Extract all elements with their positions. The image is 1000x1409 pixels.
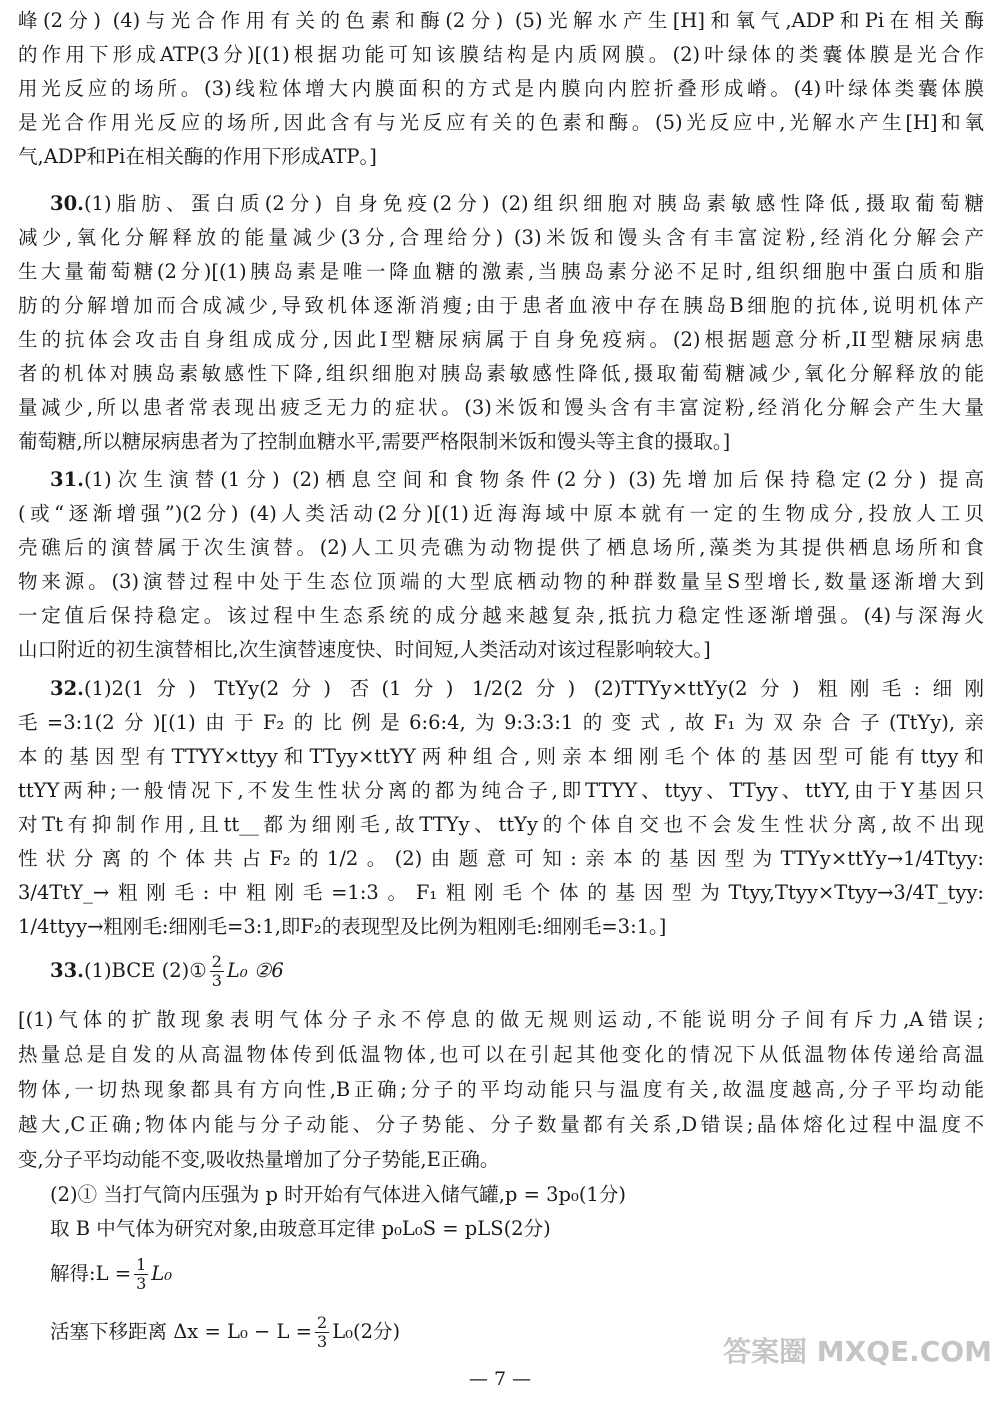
question-32-first-line: 32.(1)2(1分) TtYy(2分) 否(1分) 1/2(2分) (2)TTYy×ttYy(2分) 粗刚毛:细刚 <box>50 677 984 700</box>
text-line: (或“逐渐增强”)(2分) (4)人类活动(2分)[(1)近海海域中原本就有一定的生物成分,投放人工贝 <box>18 502 984 525</box>
text-line: 气,ADP和Pi在相关酶的作用下形成ATP。] <box>18 145 377 168</box>
text-line: 肪的分解增加而合成减少,导致机体逐渐消瘦;由于患者血液中存在胰岛B细胞的抗体,说明机体产 <box>18 294 984 317</box>
text-line: 者的机体对胰岛素敏感性下降,组织细胞对胰岛素敏感性降低,摄取葡萄糖减少,氧化分解释放的能 <box>18 362 984 385</box>
text-line: 的作用下形成ATP(3分)[(1)根据功能可知该膜结构是内质网膜。(2)叶绿体的类囊体膜是光合作 <box>18 43 984 66</box>
question-number: 32. <box>50 677 84 700</box>
solution-step: 活塞下移距离 Δx = L₀ − L = $\frac{2}{3}$ L₀(2分) <box>50 1313 401 1351</box>
solution-step: 解得:L = $\frac{1}{3}$ L₀ <box>50 1255 173 1293</box>
watermark-logo: 答案圈 MXQE.COM <box>723 1335 992 1368</box>
text-line: ttYY两种;一般情况下,不发生性状分离的都为纯合子,即TTYY、ttyy、TTyy、ttYY,由于Y基因只 <box>18 779 984 802</box>
question-31-first-line: 31.(1)次生演替(1分) (2)栖息空间和食物条件(2分) (3)先增加后保持稳定(2分) 提高 <box>50 468 984 491</box>
text-line: 3/4TtY_→粗刚毛:中粗刚毛=1:3。F₁粗刚毛个体的基因型为Ttyy,Ttyy×Ttyy→3/4T_tyy: <box>18 881 984 904</box>
text-line: 越大,C正确;物体内能与分子动能、分子势能、分子数量都有关系,D错误;晶体熔化过程中温度不 <box>18 1113 984 1136</box>
text-line: 变,分子平均动能不变,吸收热量增加了分子势能,E正确。 <box>18 1148 500 1171</box>
fraction: $\frac{1}{3}$ <box>136 1255 147 1293</box>
text-line: 减少,氧化分解释放的能量减少(3分,合理给分) (3)米饭和馒头含有丰富淀粉,经消化分解会产 <box>18 226 984 249</box>
text-line: 1/4ttyy→粗刚毛:细刚毛=3:1,即F₂的表现型及比例为粗刚毛:细刚毛=3:1。] <box>18 915 667 938</box>
question-number: 33. <box>50 959 84 982</box>
fraction: $\frac{2}{3}$ <box>317 1313 328 1351</box>
text-line: 性状分离的个体共占F₂的1/2。(2)由题意可知:亲本的基因型为TTYy×ttYy→1/4Ttyy: <box>18 847 984 870</box>
question-30-first-line: 30.(1)脂肪、蛋白质(2分) 自身免疫(2分) (2)组织细胞对胰岛素敏感性降低,摄取葡萄糖 <box>50 192 984 215</box>
question-number: 30. <box>50 192 84 215</box>
page-number: — 7 — <box>468 1368 532 1390</box>
text-line: 热量总是自发的从高温物体传到低温物体,也可以在引起其他变化的情况下从低温物体传递给高温 <box>18 1043 984 1066</box>
text-line: 山口附近的初生演替相比,次生演替速度快、时间短,人类活动对该过程影响较大。] <box>18 638 711 661</box>
text-line: 峰(2分) (4)与光合作用有关的色素和酶(2分) (5)光解水产生[H]和氧气,ADP和Pi在相关酶 <box>18 9 984 32</box>
text-line: 本的基因型有TTYY×ttyy和TTyy×ttYY两种组合,则亲本细刚毛个体的基因型可能有ttyy和 <box>18 745 984 768</box>
text-line: 量减少,所以患者常表现出疲乏无力的症状。(3)米饭和馒头含有丰富淀粉,经消化分解会产生大量 <box>18 396 984 419</box>
text-line: 对Tt有抑制作用,且tt__都为细刚毛,故TTYy、ttYy的个体自交也不会发生性状分离,故不出现 <box>18 813 984 836</box>
question-33-answer-line: 33.(1)BCE (2)① $\frac{2}{3}$ L₀ ②6 <box>50 952 284 990</box>
solution-step: 取 B 中气体为研究对象,由玻意耳定律 p₀L₀S = pLS(2分) <box>50 1217 551 1240</box>
text-line: 葡萄糖,所以糖尿病患者为了控制血糖水平,需要严格限制米饭和馒头等主食的摄取。] <box>18 430 731 453</box>
text-line: 物来源。(3)演替过程中处于生态位顶端的大型底栖动物的种群数量呈S型增长,数量逐渐增大到 <box>18 570 984 593</box>
text-line: 生大量葡萄糖(2分)[(1)胰岛素是唯一降血糖的激素,当胰岛素分泌不足时,组织细胞中蛋白质和脂 <box>18 260 984 283</box>
text-line: [(1)气体的扩散现象表明气体分子永不停息的做无规则运动,不能说明分子间有斥力,A错误; <box>18 1008 984 1031</box>
solution-step: (2)① 当打气筒内压强为 p 时开始有气体进入储气罐,p = 3p₀(1分) <box>50 1183 626 1206</box>
question-number: 31. <box>50 468 84 491</box>
text-line: 生的抗体会攻击自身组成成分,因此I型糖尿病属于自身免疫病。(2)根据题意分析,II型糖尿病患 <box>18 328 984 351</box>
text-line: 一定值后保持稳定。该过程中生态系统的成分越来越复杂,抵抗力稳定性逐渐增强。(4)与深海火 <box>18 604 984 627</box>
text-line: 物体,一切热现象都具有方向性,B正确;分子的平均动能只与温度有关,故温度越高,分子平均动能 <box>18 1078 984 1101</box>
text-line: 用光反应的场所。(3)线粒体增大内膜面积的方式是内膜向内腔折叠形成嵴。(4)叶绿体类囊体膜 <box>18 77 984 100</box>
text-line: 毛=3:1(2分)[(1)由于F₂的比例是6:6:4,为9:3:3:1的变式,故F₁为双杂合子(TtYy),亲 <box>18 711 984 734</box>
text-line: 是光合作用光反应的场所,因此含有与光反应有关的色素和酶。(5)光反应中,光解水产生[H]和氧 <box>18 111 984 134</box>
text-line: 壳礁后的演替属于次生演替。(2)人工贝壳礁为动物提供了栖息场所,藻类为其提供栖息场所和食 <box>18 536 984 559</box>
fraction: $\frac{2}{3}$ <box>211 952 222 990</box>
